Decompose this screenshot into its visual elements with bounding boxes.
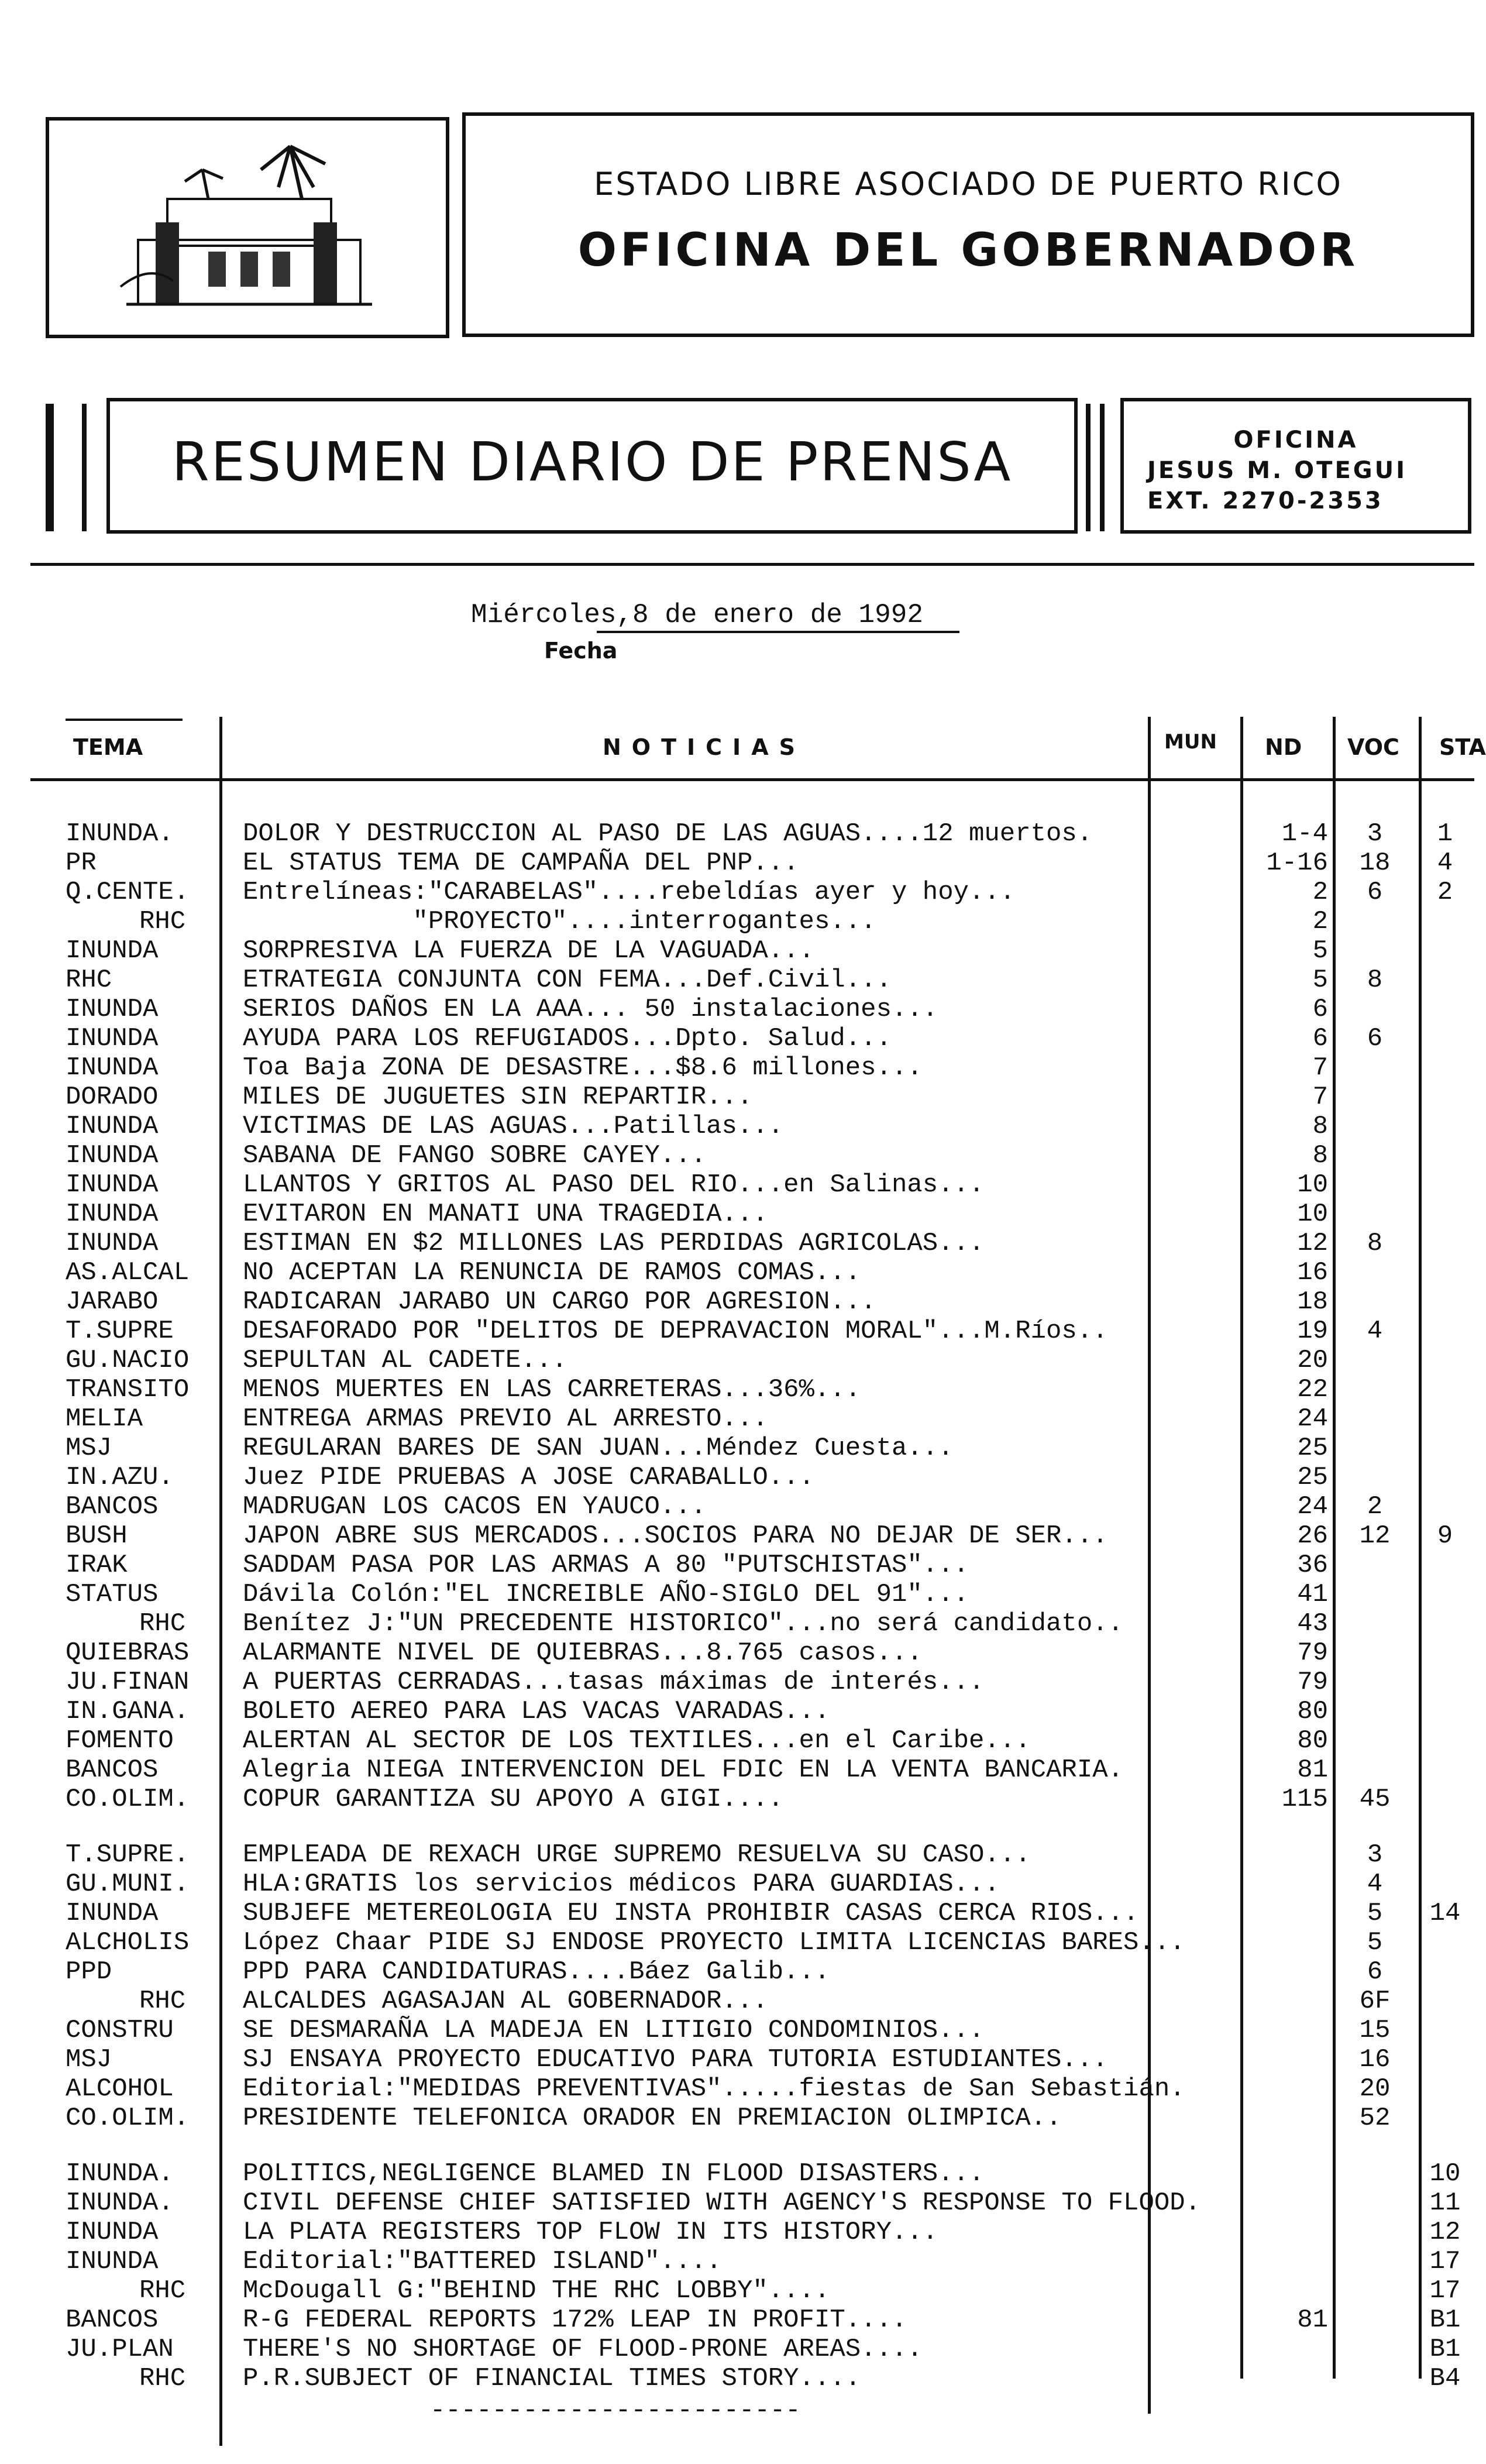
table-row [0, 1404, 1480, 1434]
row-tema: RHC [139, 2364, 186, 2393]
table-row [0, 2016, 1480, 2045]
row-tema: T.SUPRE. [66, 1840, 190, 1870]
row-tema: BANCOS [66, 1755, 159, 1785]
table-row [0, 1870, 1480, 1899]
row-headline: Dávila Colón:"EL INCREIBLE AÑO-SIGLO DEL 91"... [243, 1580, 969, 1609]
row-headline: SABANA DE FANGO SOBRE CAYEY... [243, 1141, 707, 1170]
row-tema: INUNDA. [66, 819, 174, 848]
date-underline [597, 631, 959, 633]
banner-frame [106, 398, 1078, 534]
row-tema: RHC [139, 1609, 186, 1638]
row-nd-page: 16 [1297, 1258, 1328, 1287]
row-sta-page: 12 [1429, 2218, 1461, 2247]
table-row [0, 995, 1480, 1024]
row-nd-page: 1-16 [1266, 848, 1328, 878]
title-frame [462, 112, 1474, 337]
table-row [0, 1229, 1480, 1258]
table-row [0, 2247, 1480, 2276]
row-nd-page: 80 [1297, 1726, 1328, 1755]
row-sta-page: B1 [1429, 2305, 1461, 2335]
table-row [0, 1928, 1480, 1957]
row-headline: DOLOR Y DESTRUCCION AL PASO DE LAS AGUAS....12 muertos. [243, 819, 1093, 848]
row-tema: CONSTRU [66, 2016, 174, 2045]
table-row [0, 2074, 1480, 2104]
banner-bar-left [46, 404, 54, 531]
row-headline: COPUR GARANTIZA SU APOYO A GIGI.... [243, 1785, 784, 1814]
banner-bar-left-2 [82, 404, 87, 531]
row-tema: INUNDA [66, 1200, 159, 1229]
row-headline: DESAFORADO POR "DELITOS DE DEPRAVACION MORAL"...M.Ríos.. [243, 1317, 1108, 1346]
table-row [0, 1755, 1480, 1785]
table-row [0, 1346, 1480, 1375]
row-tema: INUNDA [66, 1053, 159, 1082]
row-voc-page: 3 [1367, 819, 1383, 848]
row-sta-page: 10 [1429, 2159, 1461, 2188]
row-sta-page: B4 [1429, 2364, 1461, 2393]
row-headline: Juez PIDE PRUEBAS A JOSE CARABALLO... [243, 1463, 814, 1492]
row-nd-page: 10 [1297, 1170, 1328, 1200]
logo-frame [46, 117, 449, 338]
row-nd-page: 2 [1312, 878, 1328, 907]
table-row [0, 1317, 1480, 1346]
row-tema: INUNDA [66, 1899, 159, 1928]
table-row [0, 1638, 1480, 1668]
row-headline: A PUERTAS CERRADAS...tasas máximas de interés... [243, 1668, 985, 1697]
row-voc-page: 6 [1367, 878, 1383, 907]
row-nd-page: 26 [1297, 1521, 1328, 1551]
table-row [0, 936, 1480, 965]
column-header-noticias: NOTICIAS [603, 734, 806, 760]
row-tema: INUNDA [66, 995, 159, 1024]
row-headline: PPD PARA CANDIDATURAS....Báez Galib... [243, 1957, 830, 1987]
row-headline: MENOS MUERTES EN LAS CARRETERAS...36%... [243, 1375, 861, 1404]
row-sta-page: 11 [1429, 2188, 1461, 2218]
row-nd-page: 5 [1312, 936, 1328, 965]
date-label: Fecha [544, 638, 618, 664]
row-nd-page: 6 [1312, 1024, 1328, 1053]
row-voc-page: 4 [1367, 1317, 1383, 1346]
row-tema: RHC [66, 965, 112, 995]
header-divider [30, 563, 1474, 566]
row-headline: Editorial:"MEDIDAS PREVENTIVAS".....fiestas de San Sebastián. [243, 2074, 1185, 2104]
table-row [0, 1258, 1480, 1287]
row-voc-page: 18 [1359, 848, 1391, 878]
row-sta-page: 9 [1437, 1521, 1453, 1551]
table-row [0, 2276, 1480, 2305]
row-headline: "PROYECTO"....interrogantes... [243, 907, 876, 936]
table-row [0, 2364, 1480, 2393]
row-tema: GU.MUNI. [66, 1870, 190, 1899]
table-row [0, 1434, 1480, 1463]
row-tema: QUIEBRAS [66, 1638, 190, 1668]
row-headline: ALARMANTE NIVEL DE QUIEBRAS...8.765 casos... [243, 1638, 923, 1668]
row-tema: Q.CENTE. [66, 878, 190, 907]
table-row [0, 907, 1480, 936]
row-headline: Benítez J:"UN PRECEDENTE HISTORICO"...no será candidato.. [243, 1609, 1124, 1638]
row-headline: R-G FEDERAL REPORTS 172% LEAP IN PROFIT.... [243, 2305, 907, 2335]
row-nd-page: 25 [1297, 1434, 1328, 1463]
table-row [0, 1112, 1480, 1141]
row-headline: ETRATEGIA CONJUNTA CON FEMA...Def.Civil... [243, 965, 892, 995]
row-nd-page: 7 [1312, 1082, 1328, 1112]
row-tema: MELIA [66, 1404, 143, 1434]
row-headline: P.R.SUBJECT OF FINANCIAL TIMES STORY.... [243, 2364, 861, 2393]
governor-building-illustration [115, 135, 384, 316]
row-nd-page: 20 [1297, 1346, 1328, 1375]
row-nd-page: 25 [1297, 1463, 1328, 1492]
row-tema: AS.ALCAL [66, 1258, 190, 1287]
row-tema: INUNDA [66, 2218, 159, 2247]
row-headline: HLA:GRATIS los servicios médicos PARA GUARDIAS... [243, 1870, 1000, 1899]
row-headline: López Chaar PIDE SJ ENDOSE PROYECTO LIMITA LICENCIAS BARES... [243, 1928, 1185, 1957]
row-headline: ALERTAN AL SECTOR DE LOS TEXTILES...en el Caribe... [243, 1726, 1031, 1755]
row-voc-page: 6F [1359, 1987, 1391, 2016]
row-sta-page: 1 [1437, 819, 1453, 848]
row-tema: JARABO [66, 1287, 159, 1317]
office-contact-frame [1120, 398, 1471, 534]
row-nd-page: 115 [1281, 1785, 1328, 1814]
row-tema: INUNDA [66, 1229, 159, 1258]
row-tema: CO.OLIM. [66, 1785, 190, 1814]
table-row [0, 2335, 1480, 2364]
row-tema: T.SUPRE [66, 1317, 174, 1346]
table-row [0, 2159, 1480, 2188]
table-row [0, 1668, 1480, 1697]
row-voc-page: 20 [1359, 2074, 1391, 2104]
date-value: Miércoles,8 de enero de 1992 [471, 600, 923, 630]
row-headline: JAPON ABRE SUS MERCADOS...SOCIOS PARA NO DEJAR DE SER... [243, 1521, 1108, 1551]
table-row [0, 1609, 1480, 1638]
table-row [0, 1957, 1480, 1987]
row-headline: MILES DE JUGUETES SIN REPARTIR... [243, 1082, 753, 1112]
row-tema: INUNDA. [66, 2159, 174, 2188]
row-tema: BANCOS [66, 2305, 159, 2335]
column-header-tema: TEMA [73, 734, 143, 760]
row-headline: PRESIDENTE TELEFONICA ORADOR EN PREMIACION OLIMPICA.. [243, 2104, 1062, 2133]
row-nd-page: 19 [1297, 1317, 1328, 1346]
row-nd-page: 12 [1297, 1229, 1328, 1258]
row-headline: SEPULTAN AL CADETE... [243, 1346, 567, 1375]
row-nd-page: 2 [1312, 907, 1328, 936]
table-row [0, 1141, 1480, 1170]
row-tema: DORADO [66, 1082, 159, 1112]
row-sta-page: B1 [1429, 2335, 1461, 2364]
table-row [0, 2104, 1480, 2133]
table-row [0, 1840, 1480, 1870]
row-voc-page: 3 [1367, 1840, 1383, 1870]
banner-title: RESUMEN DIARIO DE PRENSA [171, 431, 1013, 493]
banner-bar-right [1086, 404, 1091, 531]
row-tema: BUSH [66, 1521, 128, 1551]
row-voc-page: 5 [1367, 1928, 1383, 1957]
row-tema: INUNDA [66, 1024, 159, 1053]
government-name: ESTADO LIBRE ASOCIADO DE PUERTO RICO [594, 166, 1343, 202]
row-headline: SJ ENSAYA PROYECTO EDUCATIVO PARA TUTORIA ESTUDIANTES... [243, 2045, 1108, 2074]
table-row [0, 1287, 1480, 1317]
table-row [0, 1082, 1480, 1112]
row-nd-page: 79 [1297, 1668, 1328, 1697]
column-header-mun: MUN [1164, 730, 1217, 754]
row-voc-page: 4 [1367, 1870, 1383, 1899]
row-headline: Toa Baja ZONA DE DESASTRE...$8.6 millones... [243, 1053, 923, 1082]
row-tema: INUNDA [66, 2247, 159, 2276]
table-row [0, 1521, 1480, 1551]
row-nd-page: 18 [1297, 1287, 1328, 1317]
row-tema: MSJ [66, 2045, 112, 2074]
column-header-rule [30, 778, 1474, 781]
row-headline: SE DESMARAÑA LA MADEJA EN LITIGIO CONDOMINIOS... [243, 2016, 985, 2045]
table-row [0, 2218, 1480, 2247]
row-sta-page: 17 [1429, 2276, 1461, 2305]
row-voc-page: 6 [1367, 1024, 1383, 1053]
row-tema: INUNDA [66, 1170, 159, 1200]
row-voc-page: 16 [1359, 2045, 1391, 2074]
table-row [0, 1024, 1480, 1053]
row-nd-page: 24 [1297, 1492, 1328, 1521]
office-label: OFICINA [1233, 427, 1358, 453]
table-row [0, 2305, 1480, 2335]
table-row [0, 1200, 1480, 1229]
row-nd-page: 5 [1312, 965, 1328, 995]
table-row [0, 1987, 1480, 2016]
row-nd-page: 10 [1297, 1200, 1328, 1229]
office-extension: EXT. 2270-2353 [1147, 487, 1384, 514]
row-nd-page: 79 [1297, 1638, 1328, 1668]
row-headline: Editorial:"BATTERED ISLAND".... [243, 2247, 722, 2276]
row-headline: BOLETO AEREO PARA LAS VACAS VARADAS... [243, 1697, 830, 1726]
row-headline: EVITARON EN MANATI UNA TRAGEDIA... [243, 1200, 768, 1229]
row-tema: BANCOS [66, 1492, 159, 1521]
row-headline: LA PLATA REGISTERS TOP FLOW IN ITS HISTORY... [243, 2218, 938, 2247]
footer-dashes: ------------------------ [430, 2396, 801, 2425]
row-nd-page: 24 [1297, 1404, 1328, 1434]
row-tema: IN.GANA. [66, 1697, 190, 1726]
row-headline: SERIOS DAÑOS EN LA AAA... 50 instalaciones... [243, 995, 938, 1024]
office-contact-name: JESUS M. OTEGUI [1147, 457, 1407, 484]
row-headline: THERE'S NO SHORTAGE OF FLOOD-PRONE AREAS.... [243, 2335, 923, 2364]
column-header-nd: ND [1265, 734, 1302, 760]
row-nd-page: 43 [1297, 1609, 1328, 1638]
row-headline: NO ACEPTAN LA RENUNCIA DE RAMOS COMAS... [243, 1258, 861, 1287]
row-tema: ALCHOLIS [66, 1928, 190, 1957]
row-nd-page: 22 [1297, 1375, 1328, 1404]
table-row [0, 878, 1480, 907]
row-nd-page: 8 [1312, 1112, 1328, 1141]
row-headline: VICTIMAS DE LAS AGUAS...Patillas... [243, 1112, 784, 1141]
table-row [0, 965, 1480, 995]
row-nd-page: 41 [1297, 1580, 1328, 1609]
table-row [0, 1697, 1480, 1726]
column-header-voc: VOC [1347, 734, 1399, 760]
row-voc-page: 2 [1367, 1492, 1383, 1521]
row-tema: INUNDA [66, 1141, 159, 1170]
row-tema: IRAK [66, 1551, 128, 1580]
table-row [0, 2045, 1480, 2074]
table-row [0, 1726, 1480, 1755]
table-row [0, 819, 1480, 848]
table-row [0, 1492, 1480, 1521]
row-headline: ESTIMAN EN $2 MILLONES LAS PERDIDAS AGRICOLAS... [243, 1229, 985, 1258]
table-row [0, 848, 1480, 878]
row-tema: MSJ [66, 1434, 112, 1463]
office-name: OFICINA DEL GOBERNADOR [577, 224, 1359, 277]
row-tema: FOMENTO [66, 1726, 174, 1755]
table-row [0, 1785, 1480, 1814]
row-voc-page: 12 [1359, 1521, 1391, 1551]
row-headline: ENTREGA ARMAS PREVIO AL ARRESTO... [243, 1404, 768, 1434]
row-tema: RHC [139, 1987, 186, 2016]
row-headline: MADRUGAN LOS CACOS EN YAUCO... [243, 1492, 707, 1521]
row-tema: IN.AZU. [66, 1463, 174, 1492]
row-tema: GU.NACIO [66, 1346, 190, 1375]
row-tema: PR [66, 848, 97, 878]
banner-bar-right-2 [1100, 404, 1105, 531]
row-tema: INUNDA [66, 1112, 159, 1141]
row-tema: INUNDA [66, 936, 159, 965]
row-tema: JU.FINAN [66, 1668, 190, 1697]
table-row [0, 1053, 1480, 1082]
row-nd-page: 1-4 [1281, 819, 1328, 848]
row-headline: AYUDA PARA LOS REFUGIADOS...Dpto. Salud... [243, 1024, 892, 1053]
row-voc-page: 52 [1359, 2104, 1391, 2133]
table-row [0, 1551, 1480, 1580]
row-nd-page: 6 [1312, 995, 1328, 1024]
row-tema: CO.OLIM. [66, 2104, 190, 2133]
row-tema: STATUS [66, 1580, 159, 1609]
row-headline: ALCALDES AGASAJAN AL GOBERNADOR... [243, 1987, 768, 2016]
row-voc-page: 45 [1359, 1785, 1391, 1814]
row-voc-page: 5 [1367, 1899, 1383, 1928]
row-nd-page: 7 [1312, 1053, 1328, 1082]
row-tema: INUNDA. [66, 2188, 174, 2218]
row-headline: POLITICS,NEGLIGENCE BLAMED IN FLOOD DISASTERS... [243, 2159, 985, 2188]
row-headline: SORPRESIVA LA FUERZA DE LA VAGUADA... [243, 936, 814, 965]
row-nd-page: 81 [1297, 1755, 1328, 1785]
row-nd-page: 80 [1297, 1697, 1328, 1726]
row-tema: JU.PLAN [66, 2335, 174, 2364]
row-sta-page: 17 [1429, 2247, 1461, 2276]
table-row [0, 1580, 1480, 1609]
table-row [0, 1170, 1480, 1200]
row-tema: RHC [139, 2276, 186, 2305]
row-headline: REGULARAN BARES DE SAN JUAN...Méndez Cuesta... [243, 1434, 954, 1463]
row-sta-page: 2 [1437, 878, 1453, 907]
row-voc-page: 6 [1367, 1957, 1383, 1987]
row-headline: CIVIL DEFENSE CHIEF SATISFIED WITH AGENCY'S RESPONSE TO FLOOD. [243, 2188, 1201, 2218]
row-headline: EL STATUS TEMA DE CAMPAÑA DEL PNP... [243, 848, 799, 878]
row-headline: McDougall G:"BEHIND THE RHC LOBBY".... [243, 2276, 830, 2305]
row-headline: Alegria NIEGA INTERVENCION DEL FDIC EN LA VENTA BANCARIA. [243, 1755, 1124, 1785]
table-row [0, 1899, 1480, 1928]
row-voc-page: 15 [1359, 2016, 1391, 2045]
row-headline: EMPLEADA DE REXACH URGE SUPREMO RESUELVA SU CASO... [243, 1840, 1031, 1870]
row-tema: ALCOHOL [66, 2074, 174, 2104]
row-sta-page: 14 [1429, 1899, 1461, 1928]
row-tema: PPD [66, 1957, 112, 1987]
row-tema: RHC [139, 907, 186, 936]
row-nd-page: 36 [1297, 1551, 1328, 1580]
row-nd-page: 8 [1312, 1141, 1328, 1170]
row-headline: LLANTOS Y GRITOS AL PASO DEL RIO...en Salinas... [243, 1170, 985, 1200]
row-headline: SUBJEFE METEREOLOGIA EU INSTA PROHIBIR CASAS CERCA RIOS... [243, 1899, 1139, 1928]
row-sta-page: 4 [1437, 848, 1453, 878]
table-top-rule [66, 719, 183, 721]
table-row [0, 1375, 1480, 1404]
row-voc-page: 8 [1367, 965, 1383, 995]
row-nd-page: 81 [1297, 2305, 1328, 2335]
row-headline: RADICARAN JARABO UN CARGO POR AGRESION... [243, 1287, 876, 1317]
row-voc-page: 8 [1367, 1229, 1383, 1258]
column-header-sta: STA [1439, 734, 1486, 760]
row-headline: Entrelíneas:"CARABELAS"....rebeldías ayer y hoy... [243, 878, 1016, 907]
table-row [0, 1463, 1480, 1492]
row-headline: SADDAM PASA POR LAS ARMAS A 80 "PUTSCHISTAS"... [243, 1551, 969, 1580]
row-tema: TRANSITO [66, 1375, 190, 1404]
table-row [0, 2188, 1480, 2218]
